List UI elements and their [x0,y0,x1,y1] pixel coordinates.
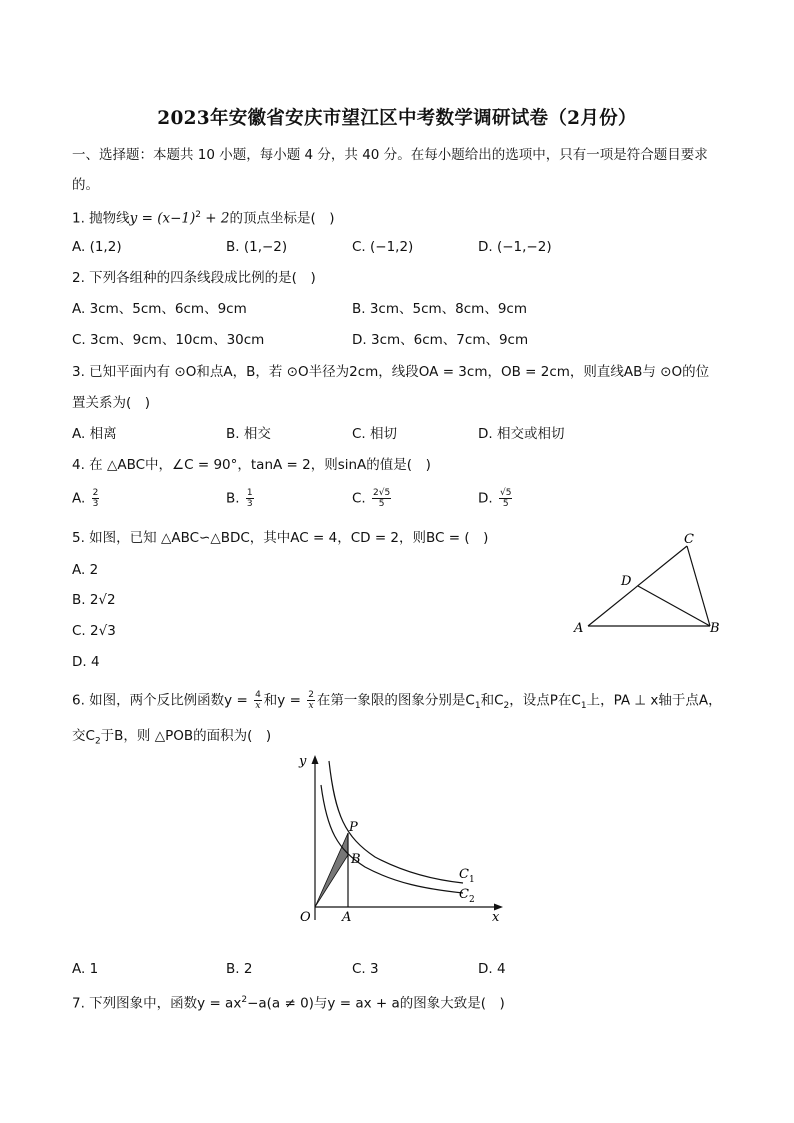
segment-ac [588,546,687,626]
question-5-stem: 5. 如图，已知 △ABC∽△BDC，其中AC = 4，CD = 2，则BC = ( ) [72,530,489,546]
q4-option-a [72,488,101,509]
q6-text-5: ，设点P在C [509,692,581,709]
label-x: x [492,910,500,925]
denominator: 3 [92,499,99,509]
q6-text-4: 和C [480,692,504,709]
c2-subscript: 2 [468,895,475,905]
q5-option-b: B. 2√2 [72,592,116,608]
q6-option-c: C. 3 [352,961,379,977]
q4-option-b-label: B. [226,490,240,507]
q6-sub-3: 1 [580,701,587,712]
q6-text-1: 6. 如图，两个反比例函数y = [72,692,253,709]
q6-fraction-1 [254,690,262,711]
q1-exponent: 2 [195,210,201,220]
q7-text-2: −a(a ≠ 0)与y = ax + a的图象大致是( ) [247,995,505,1012]
hyperbola-figure [285,745,515,930]
q1-option-d: D. (−1,−2) [478,239,552,255]
q2-option-b: B. 3cm、5cm、8cm、9cm [352,301,527,317]
q1-option-b: B. (1,−2) [226,239,288,255]
label-b: B [710,621,720,636]
c1-letter: C [459,867,469,882]
question-2-stem: 2. 下列各组种的四条线段成比例的是( ) [72,270,316,286]
label-b: B [351,852,361,867]
q1-formula: y = (x−1) [129,210,196,227]
q3-option-b: B. 相交 [226,426,271,442]
q6-option-d: D. 4 [478,961,506,977]
q4-option-a-fraction [92,488,100,509]
section-heading-cont: 的。 [72,177,99,193]
segment-cb [687,546,710,626]
question-4-stem: 4. 在 △ABC中，∠C = 90°，tanA = 2，则sinA的值是( ) [72,457,431,473]
y-axis-arrow-icon [312,755,319,764]
q6-option-a: A. 1 [72,961,99,977]
question-1-stem [72,206,335,228]
q4-option-b [226,488,256,509]
triangle-pob [315,833,348,907]
question-3-stem-cont: 置关系为( ) [72,395,151,411]
question-7-stem [72,991,505,1013]
denominator: 5 [502,499,509,509]
q7-exponent: 2 [241,995,248,1005]
numerator: 1 [246,488,253,498]
q6-text-2: 和y = [263,692,306,709]
page-title: 2023年安徽省安庆市望江区中考数学调研试卷（2月份） [157,108,637,129]
denominator: x [308,701,314,711]
label-c2 [459,887,475,905]
q2-option-d: D. 3cm、6cm、7cm、9cm [352,332,529,348]
q1-formula-tail: + 2 [200,210,230,227]
denominator: x [255,701,261,711]
q6-text-6: 上，PA ⊥ x轴于点A， [586,692,722,709]
label-d: D [621,574,632,589]
q6-fraction-2 [307,690,315,711]
denominator: 5 [378,499,385,509]
q5-option-a: A. 2 [72,562,99,578]
numerator: 2√5 [373,488,391,498]
q6-sub-2: 2 [503,701,510,712]
curve-c2 [321,785,463,893]
label-p: P [349,820,358,835]
q4-option-d-fraction [499,488,512,509]
q6-sub-1: 1 [474,701,481,712]
segment-db [638,586,710,626]
q6-text-3: 在第一象限的图象分别是C [316,692,475,709]
numerator: 2 [308,690,314,700]
q6-option-b: B. 2 [226,961,253,977]
q6-sub-4: 2 [94,736,101,747]
c2-letter: C [459,887,469,902]
question-6-stem [72,690,722,715]
numerator: √5 [499,488,512,498]
q2-option-c: C. 3cm、9cm、10cm、30cm [72,332,265,348]
q3-option-d: D. 相交或相切 [478,426,565,442]
c1-subscript: 1 [468,875,475,885]
q5-option-c: C. 2√3 [72,623,116,639]
numerator: 4 [255,690,261,700]
q4-option-a-label: A. [72,490,86,507]
q4-option-c-fraction [372,488,391,509]
q4-option-d-label: D. [478,490,493,507]
label-a: A [574,621,584,636]
q6-line2-b: 于B，则 △POB的面积为( ) [100,728,272,744]
label-y: y [299,754,307,769]
q7-text-1: 7. 下列图象中，函数y = ax [72,995,242,1012]
question-6-stem-cont [72,727,271,751]
q3-option-c: C. 相切 [352,426,398,442]
q4-option-c-label: C. [352,490,366,507]
question-3-stem: 3. 已知平面内有 ⊙O和点A，B，若 ⊙O半径为2cm，线段OA = 3cm，OB = 2cm，则直线AB与 ⊙O的位 [72,364,710,380]
q5-option-d: D. 4 [72,654,100,670]
q1-option-c: C. (−1,2) [352,239,414,255]
denominator: 3 [246,499,253,509]
label-a: A [342,910,352,925]
q4-option-c [352,488,393,509]
q6-line2-a: 交C [72,728,95,744]
q4-option-b-fraction [246,488,254,509]
q2-option-a: A. 3cm、5cm、6cm、9cm [72,301,247,317]
triangle-figure [560,525,730,645]
q3-option-a: A. 相离 [72,426,117,442]
q4-option-d [478,488,514,509]
q1-suffix: 的顶点坐标是( ) [229,210,335,227]
label-o: O [300,910,311,925]
q1-prefix: 1. 抛物线 [72,210,130,227]
numerator: 2 [92,488,99,498]
label-c: C [684,532,694,547]
section-heading: 一、选择题：本题共 10 小题，每小题 4 分，共 40 分。在每小题给出的选项中，只有一项是符合题目要求 [72,147,708,163]
q1-option-a: A. (1,2) [72,239,122,255]
